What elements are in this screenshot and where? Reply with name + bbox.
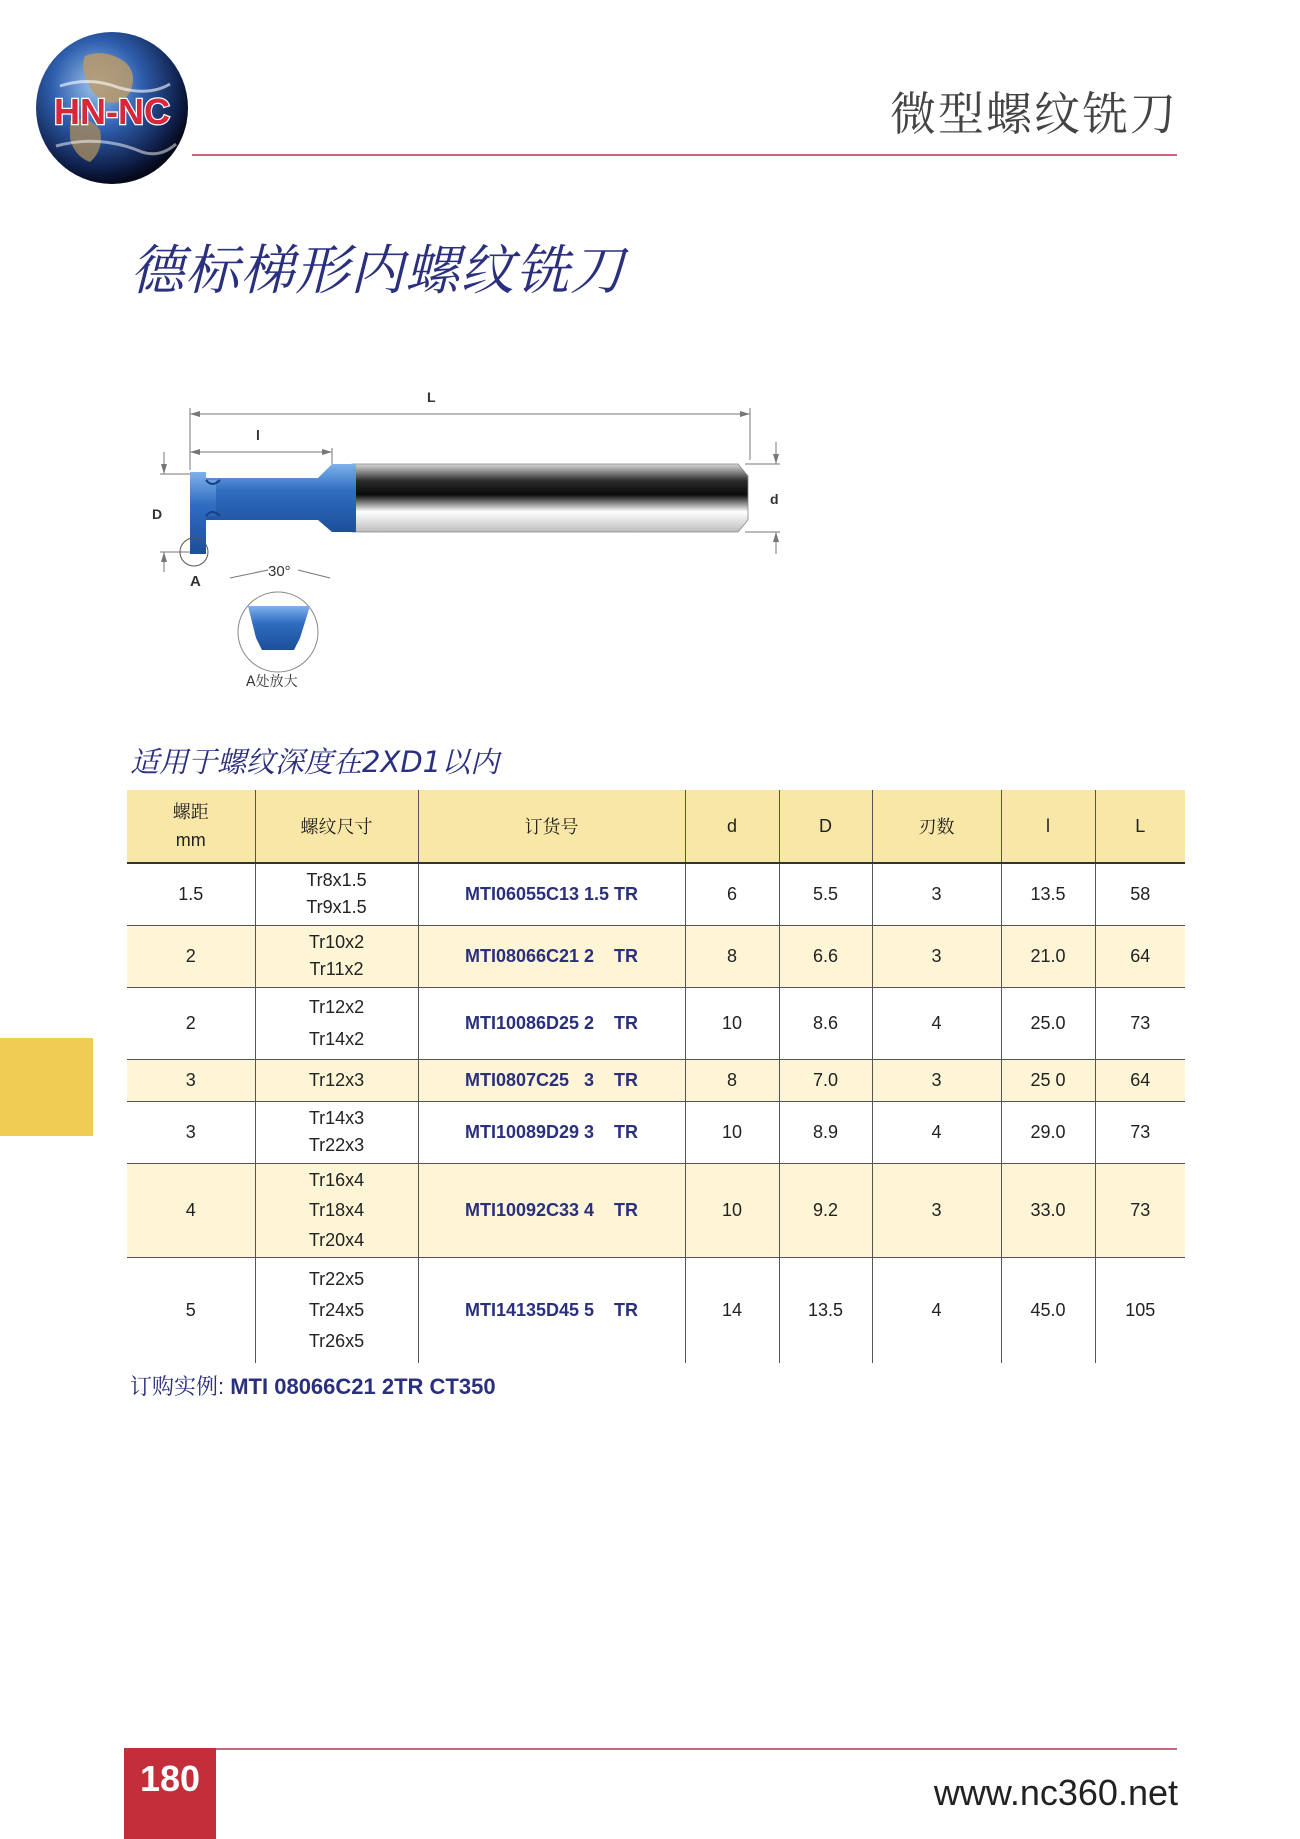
thread-size: Tr9x1.5 [306,897,367,918]
col-header-thread-size: 螺纹尺寸 [255,790,418,863]
cell-d: 6 [685,863,779,925]
cell-l: 25 0 [1001,1059,1095,1101]
cell-d: 10 [685,1163,779,1257]
dim-l-label: l [256,427,260,443]
order-example-value: MTI 08066C21 2TR CT350 [230,1374,496,1399]
thread-size: Tr16x4 [308,1170,365,1190]
cell-pitch: 3 [127,1101,255,1163]
header-rule [192,154,1177,156]
cell-flutes: 4 [872,1257,1001,1363]
cell-order-code: MTI08066C21 2 TR [418,925,685,987]
col-header-D: D [779,790,872,863]
cell-l: 29.0 [1001,1101,1095,1163]
spec-table [127,790,1185,1363]
cell-pitch: 2 [127,925,255,987]
thread-size: Tr18x4 [308,1200,365,1220]
cell-flutes: 3 [872,1059,1001,1101]
cell-thread-sizes [255,987,418,1059]
thread-size: Tr26x5 [308,1330,365,1351]
table-row [127,1101,1185,1163]
thread-size: Tr11x2 [309,959,364,979]
cell-D: 8.6 [779,987,872,1059]
col-header-L: L [1095,790,1185,863]
cell-l: 45.0 [1001,1257,1095,1363]
table-row [127,1163,1185,1257]
table-row [127,1257,1185,1363]
cell-L: 73 [1095,987,1185,1059]
cell-D: 6.6 [779,925,872,987]
cell-pitch: 2 [127,987,255,1059]
cell-d: 14 [685,1257,779,1363]
order-example-label: 订购实例: [130,1374,231,1399]
thread-size: Tr22x5 [308,1268,365,1289]
cell-pitch: 4 [127,1163,255,1257]
col-header-flutes: 刃数 [872,790,1001,863]
cell-thread-sizes [255,925,418,987]
cell-order-code: MTI10089D29 3 TR [418,1101,685,1163]
cell-L: 73 [1095,1163,1185,1257]
order-example [130,1370,496,1401]
thread-size: Tr12x3 [308,1069,365,1090]
cell-pitch: 1.5 [127,863,255,925]
thread-size: Tr8x1.5 [306,870,367,891]
thread-size: Tr12x2 [308,997,365,1017]
col-header-d: d [685,790,779,863]
cell-pitch: 5 [185,1299,196,1320]
cell-D: 9.2 [779,1163,872,1257]
cell-thread-sizes [255,1059,418,1101]
cell-D: 7.0 [779,1059,872,1101]
cell-order-code: MTI10086D25 2 TR [418,987,685,1059]
side-tab [0,1038,93,1136]
page-number: 180 [139,1758,201,1799]
cell-l: 13.5 [1001,863,1095,925]
page-title: 德标梯形内螺纹铣刀 [130,239,625,302]
cell-flutes: 4 [872,987,1001,1059]
cell-thread-sizes [255,1163,418,1257]
cell-order-code: MTI06055C13 1.5 TR [418,863,685,925]
cell-d: 8 [685,1059,779,1101]
table-row [127,925,1185,987]
tool-drawing [150,380,790,690]
angle-label: 30° [268,563,291,580]
cell-flutes: 3 [872,1163,1001,1257]
dim-D-label: D [152,506,163,522]
dim-L-label: L [427,389,436,405]
detail-A-label: A [190,573,201,590]
footer-url: www.nc360.net [933,1772,1178,1813]
cell-L: 64 [1095,1059,1185,1101]
section-title: 微型螺纹铣刀 [890,87,1178,141]
table-row [127,987,1185,1059]
cell-l: 21.0 [1001,925,1095,987]
cell-l: 33.0 [1001,1163,1095,1257]
thread-size: Tr24x5 [308,1299,365,1320]
cell-L: 64 [1095,925,1185,987]
cell-D: 5.5 [779,863,872,925]
table-row [127,863,1185,925]
company-logo [30,26,195,191]
thread-size: Tr14x3 [308,1108,365,1128]
cell-thread-sizes [255,1257,418,1363]
cell-L: 105 [1095,1257,1185,1363]
cell-D: 8.9 [779,1101,872,1163]
col-header-order-code: 订货号 [418,790,685,863]
cell-pitch: 3 [127,1059,255,1101]
cell-thread-sizes [255,1101,418,1163]
thread-size: Tr14x2 [308,1029,365,1049]
col-header-l: l [1001,790,1095,863]
cell-order-code: MTI14135D45 5 TR [418,1257,685,1363]
detail-caption: A处放大 [246,674,298,690]
cell-L: 58 [1095,863,1185,925]
cell-flutes: 3 [872,863,1001,925]
cell-d: 10 [685,987,779,1059]
table-header-row [127,790,1185,863]
cell-flutes: 3 [872,925,1001,987]
thread-size: Tr10x2 [308,932,365,952]
cell-order-code: MTI10092C33 4 TR [418,1163,685,1257]
footer-rule [215,1748,1177,1750]
cell-thread-sizes [255,863,418,925]
table-row [127,1059,1185,1101]
col-header-pitch: 螺距 mm [127,790,255,863]
applicability-note: 适用于螺纹深度在2XD1以内 [130,745,500,779]
svg-text:HN-NC: HN-NC [54,91,170,132]
cell-l: 25.0 [1001,987,1095,1059]
cell-d: 8 [685,925,779,987]
dim-d-label: d [770,491,779,507]
cell-L: 73 [1095,1101,1185,1163]
cell-d: 10 [685,1101,779,1163]
thread-size: Tr22x3 [308,1135,365,1155]
thread-size: Tr20x4 [308,1230,365,1250]
cell-order-code: MTI0807C25 3 TR [418,1059,685,1101]
cell-flutes: 4 [872,1101,1001,1163]
cell-D: 13.5 [779,1257,872,1363]
